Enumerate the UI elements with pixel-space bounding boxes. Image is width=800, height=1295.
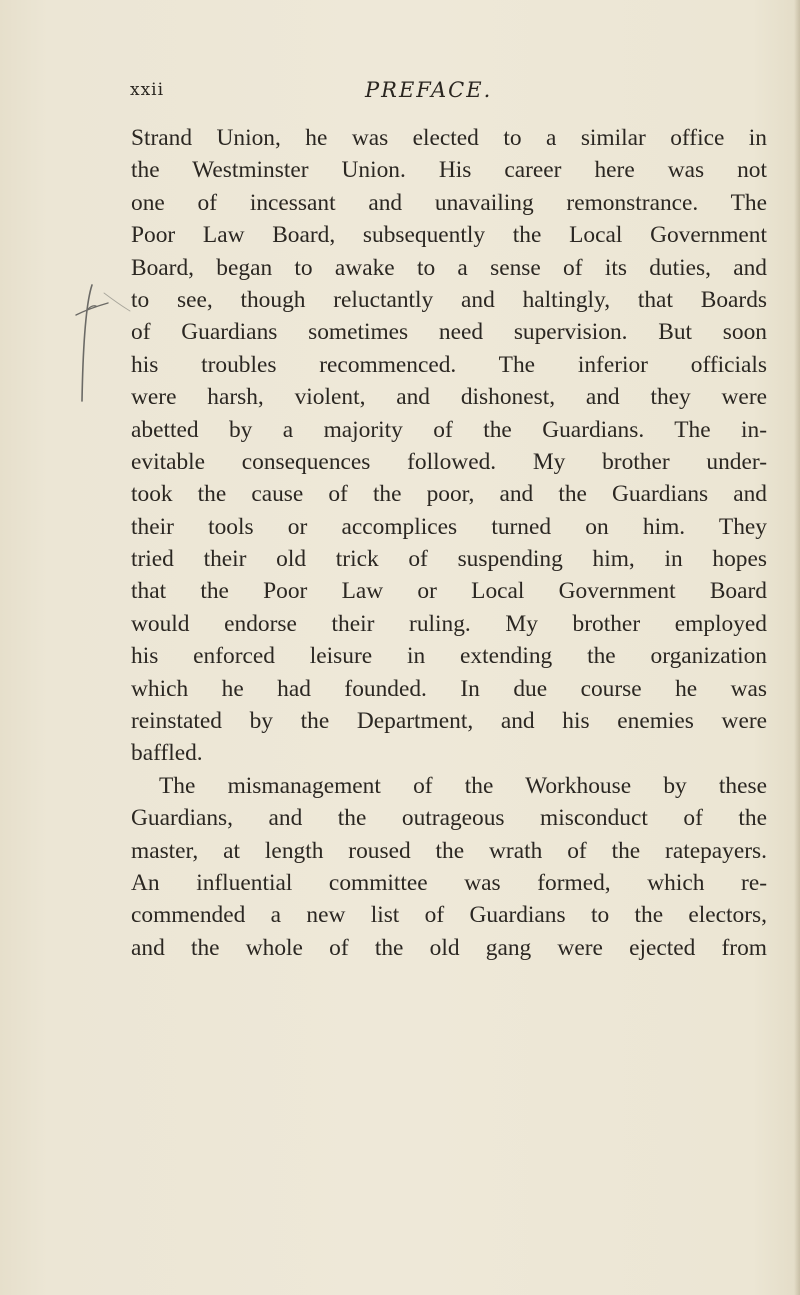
text-line: Guardians, and the outrageous misconduct of the (131, 805, 767, 832)
page-edge-shadow (794, 0, 800, 1295)
text-line: tried their old trick of suspending him, in hopes (131, 546, 767, 573)
page-number: xxii (130, 80, 165, 100)
text-line: which he had founded. In due course he was (131, 675, 767, 702)
text-line: would endorse their ruling. My brother employed (131, 610, 767, 637)
text-line: one of incessant and unavailing remonstrance. The (131, 189, 767, 216)
text-line: his troubles recommenced. The inferior officials (131, 351, 767, 378)
text-line: Strand Union, he was elected to a similar office in (131, 125, 767, 151)
text-line: abetted by a majority of the Guardians. The in- (131, 416, 767, 443)
text-line: commended a new list of Guardians to the electors, (131, 902, 767, 929)
text-line: and the whole of the old gang were ejected from (131, 934, 767, 961)
text-line: reinstated by the Department, and his enemies were (131, 708, 767, 735)
text-line: their tools or accomplices turned on him. They (131, 513, 767, 540)
paragraph-1 (131, 122, 767, 770)
text-line: of Guardians sometimes need supervision. But soon (131, 319, 767, 346)
text-line: baffled. (131, 740, 203, 767)
running-title: PREFACE. (365, 78, 493, 102)
text-line: Poor Law Board, subsequently the Local Government (131, 222, 767, 249)
pencil-margin-mark-icon (74, 283, 134, 403)
text-line: that the Poor Law or Local Government Board (131, 578, 767, 605)
text-line: master, at length roused the wrath of the ratepayers. (131, 837, 767, 864)
text-line: were harsh, violent, and dishonest, and they were (131, 384, 767, 411)
text-line: to see, though reluctantly and haltingly, that Boards (131, 286, 767, 313)
text-line: An influential committee was formed, which re- (131, 869, 767, 896)
text-line: evitable consequences followed. My brother under- (131, 448, 767, 475)
text-line: the Westminster Union. His career here was not (131, 157, 767, 184)
running-header (130, 80, 790, 110)
body-text (131, 122, 767, 964)
text-line: Board, began to awake to a sense of its duties, and (131, 254, 767, 281)
text-line: his enforced leisure in extending the organization (131, 643, 767, 670)
text-line: took the cause of the poor, and the Guardians and (131, 481, 767, 508)
text-line: The mismanagement of the Workhouse by these (159, 772, 767, 799)
paragraph-2 (131, 770, 767, 964)
